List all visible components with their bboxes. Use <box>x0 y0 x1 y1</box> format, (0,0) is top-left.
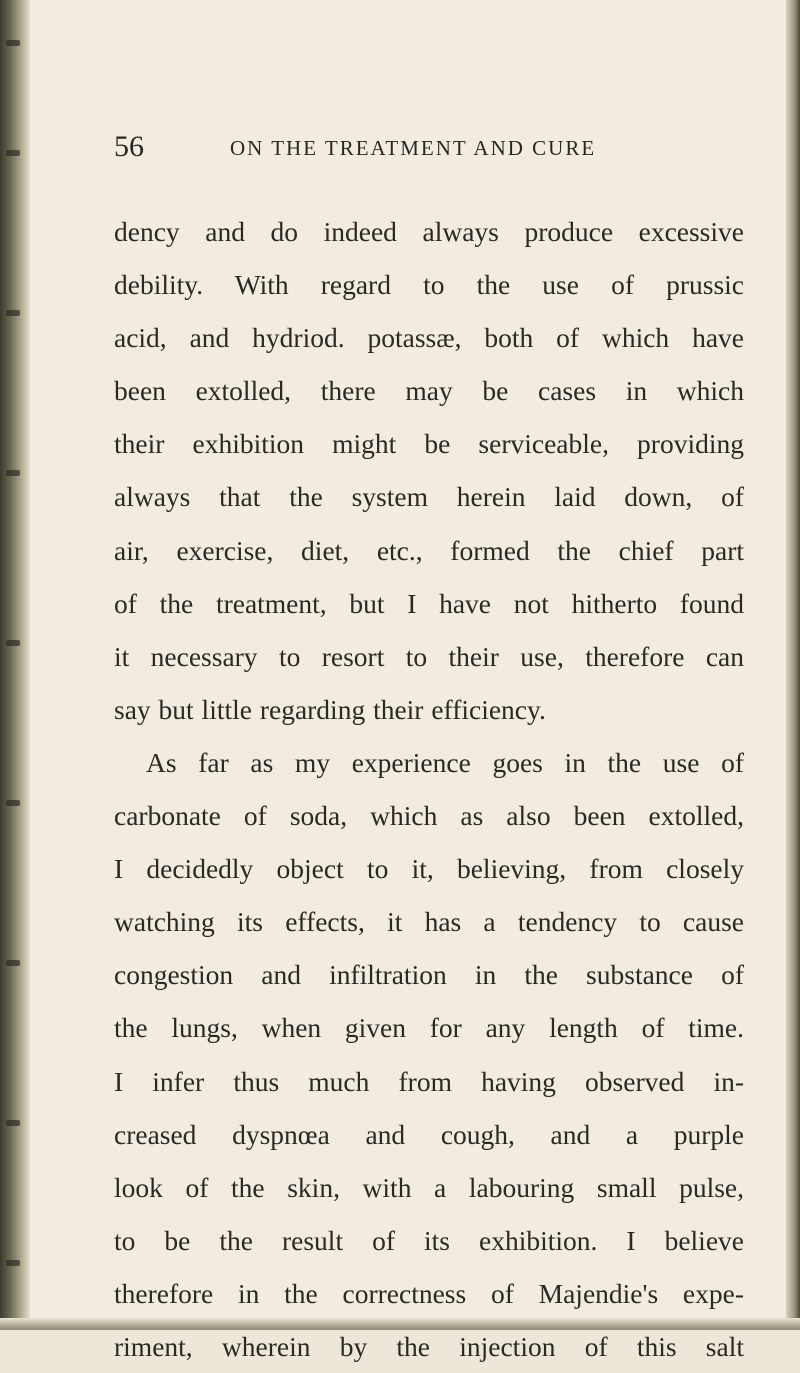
text-line: riment, wherein by the injection of this salt <box>114 1330 744 1362</box>
text-line: acid, and hydriod. potassæ, both of which have <box>114 322 744 354</box>
binding-mark <box>6 150 20 156</box>
body-text <box>114 205 744 1373</box>
text-line: carbonate of soda, which as also been extolled, <box>114 800 744 832</box>
text-line: I infer thus much from having observed in- <box>114 1065 744 1097</box>
text-line: the lungs, when given for any length of time. <box>114 1012 744 1044</box>
text-line: congestion and infiltration in the substance of <box>114 959 744 991</box>
page-header <box>114 130 674 170</box>
text-line: watching its effects, it has a tendency to cause <box>114 906 744 938</box>
binding-mark <box>6 1120 20 1126</box>
binding-mark <box>6 640 20 646</box>
binding-mark <box>6 800 20 806</box>
text-line: to be the result of its exhibition. I believe <box>114 1224 744 1256</box>
text-line: As far as my experience goes in the use of <box>146 746 744 778</box>
text-line: their exhibition might be serviceable, providing <box>114 428 744 460</box>
binding-mark <box>6 310 20 316</box>
text-line: of the treatment, but I have not hitherto found <box>114 587 744 619</box>
page-number: 56 <box>114 130 144 163</box>
text-line: I decidedly object to it, believing, from closely <box>114 853 744 885</box>
text-line: always that the system herein laid down, of <box>114 481 744 513</box>
text-line: been extolled, there may be cases in which <box>114 375 744 407</box>
binding-mark <box>6 960 20 966</box>
text-line: debility. With regard to the use of prussic <box>114 269 744 301</box>
text-line: creased dyspnœa and cough, and a purple <box>114 1118 744 1150</box>
binding-mark <box>6 40 20 46</box>
page-gutter <box>0 0 30 1330</box>
binding-mark <box>6 1260 20 1266</box>
text-line: it necessary to resort to their use, therefore can <box>114 640 744 672</box>
text-line: say but little regarding their efficiency. <box>114 693 546 725</box>
text-line: air, exercise, diet, etc., formed the chief part <box>114 534 744 566</box>
binding-mark <box>6 470 20 476</box>
page-edge <box>786 0 800 1330</box>
running-head: ON THE TREATMENT AND CURE <box>230 136 597 160</box>
text-line: look of the skin, with a labouring small pulse, <box>114 1171 744 1203</box>
text-line: therefore in the correctness of Majendie's expe- <box>114 1277 744 1309</box>
text-line: dency and do indeed always produce excessive <box>114 216 744 247</box>
